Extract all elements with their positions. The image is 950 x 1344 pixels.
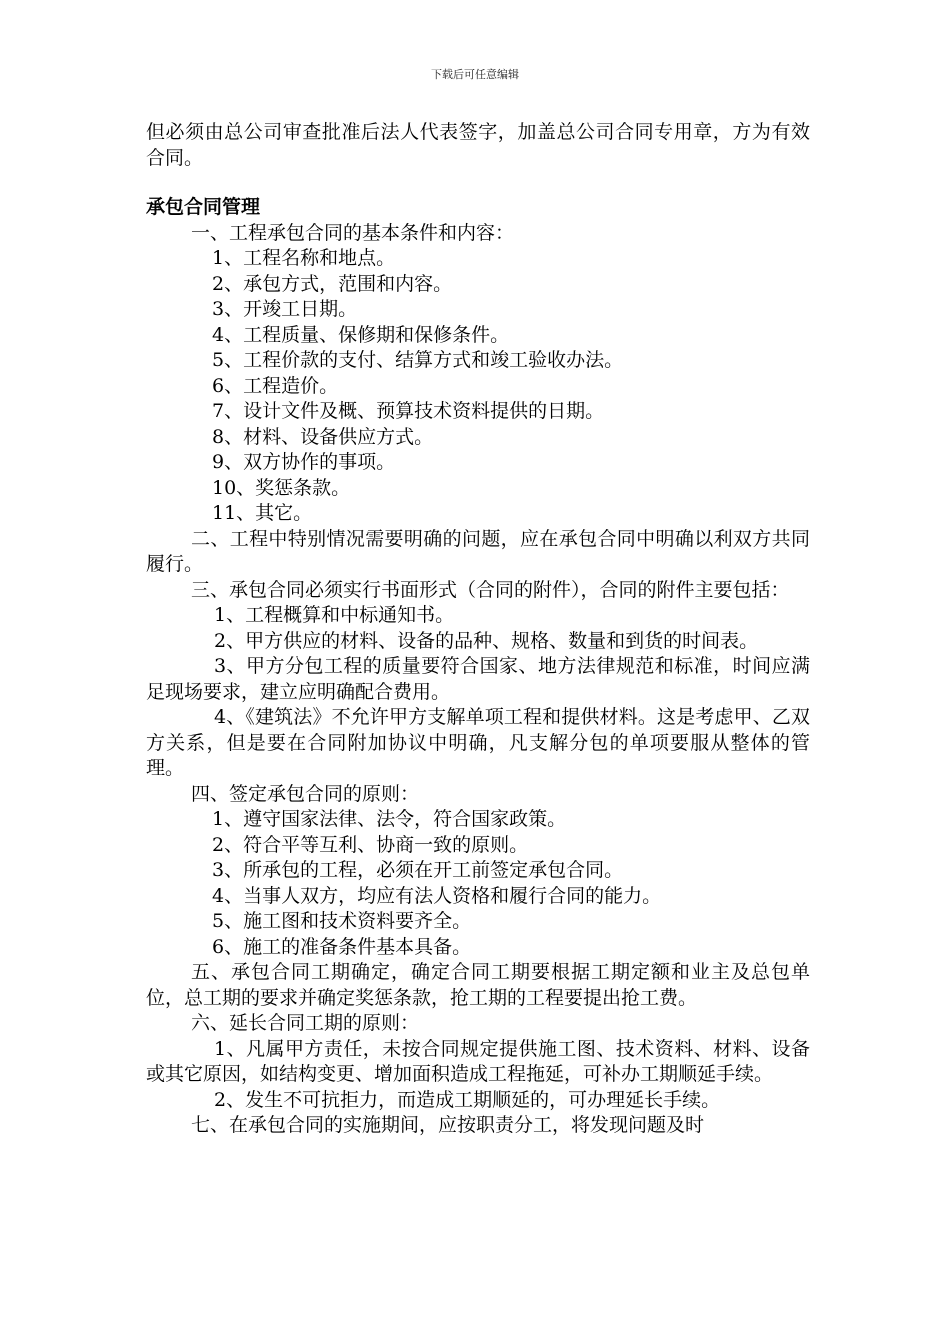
clause-1-item: 5、工程价款的支付、结算方式和竣工验收办法。	[212, 349, 624, 371]
clause-1-item: 8、材料、设备供应方式。	[212, 425, 434, 448]
clause-4-item: 5、施工图和技术资料要齐全。	[212, 910, 472, 932]
clause-3-item: 4、《建筑法》不允许甲方支解单项工程和提供材料。这是考虑甲、乙双方关系，但是要在合同附加协议中明确，凡支解分包的单项要服从整体的管理。	[146, 706, 810, 779]
clause-1-item: 1、工程名称和地点。	[212, 247, 396, 269]
clause-1-item: 10、奖惩条款。	[212, 476, 351, 499]
clause-2: 二、工程中特别情况需要明确的问题，应在承包合同中明确以利双方共同履行。	[146, 527, 810, 575]
clause-1-item: 6、工程造价。	[212, 374, 339, 397]
page-header: 下载后可任意编辑	[431, 68, 519, 81]
clause-3-item: 2、甲方供应的材料、设备的品种、规格、数量和到货的时间表。	[214, 629, 759, 652]
clause-1-item: 4、工程质量、保修期和保修条件。	[212, 323, 510, 346]
clause-1-item: 9、双方协作的事项。	[212, 451, 396, 473]
document-body	[146, 120, 810, 1139]
clause-1-item: 7、设计文件及概、预算技术资料提供的日期。	[212, 400, 605, 422]
clause-4-item: 4、当事人双方，均应有法人资格和履行合同的能力。	[212, 884, 662, 907]
clause-3-title: 三、承包合同必须实行书面形式（合同的附件），合同的附件主要包括：	[191, 578, 790, 601]
clause-3-item: 1、工程概算和中标通知书。	[214, 604, 455, 626]
clause-4-item: 2、符合平等互利、协商一致的原则。	[212, 833, 529, 856]
clause-4-item: 3、所承包的工程，必须在开工前签定承包合同。	[212, 859, 624, 881]
clause-1-item: 2、承包方式，范围和内容。	[212, 272, 453, 295]
clause-4-title: 四、签定承包合同的原则：	[191, 782, 420, 805]
section-title: 承包合同管理	[146, 196, 261, 218]
clause-1-title: 一、工程承包合同的基本条件和内容：	[191, 221, 515, 244]
clause-1-item: 3、开竣工日期。	[212, 298, 358, 320]
clause-6-item: 1、凡属甲方责任，未按合同规定提供施工图、技术资料、材料、设备或其它原因，如结构变更、增加面积造成工程拖延，可补办工期顺延手续。	[146, 1037, 810, 1085]
clause-1-item: 11、其它。	[212, 502, 313, 524]
intro-paragraph: 但必须由总公司审查批准后法人代表签字，加盖总公司合同专用章，方为有效合同。	[146, 121, 810, 169]
clause-6-title: 六、延长合同工期的原则：	[191, 1012, 420, 1034]
clause-7: 七、在承包合同的实施期间，应按职责分工，将发现问题及时	[191, 1114, 705, 1136]
clause-3-item: 3、甲方分包工程的质量要符合国家、地方法律规范和标准，时间应满足现场要求，建立应明确配合费用。	[146, 655, 810, 703]
clause-5: 五、承包合同工期确定，确定合同工期要根据工期定额和业主及总包单位，总工期的要求并确定奖惩条款，抢工期的工程要提出抢工费。	[146, 961, 810, 1009]
clause-4-item: 6、施工的准备条件基本具备。	[212, 935, 472, 958]
clause-6-item: 2、发生不可抗拒力，而造成工期顺延的，可办理延长手续。	[214, 1088, 721, 1111]
clause-4-item: 1、遵守国家法律、法令，符合国家政策。	[212, 808, 567, 830]
